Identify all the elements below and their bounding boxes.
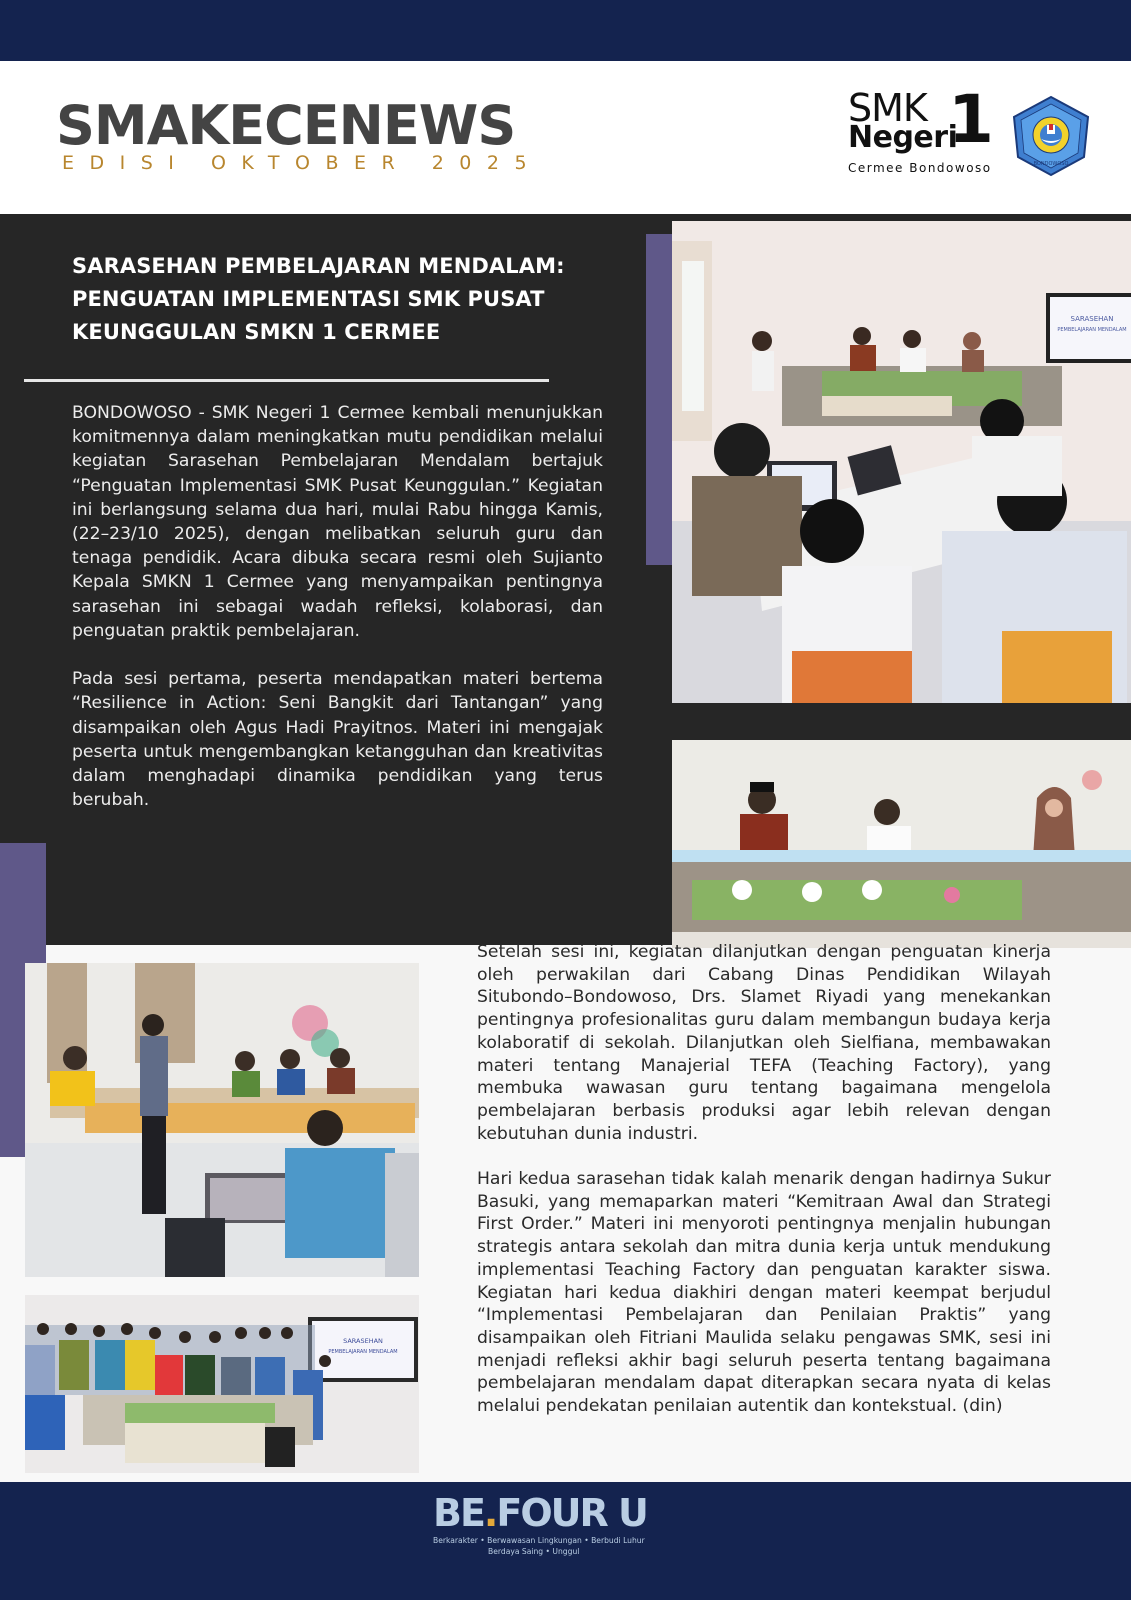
- footer-tagline: Berdaya Saing • Unggul: [488, 1547, 580, 1556]
- brand-be: BE: [433, 1491, 484, 1535]
- article-paragraph: Pada sesi pertama, peserta mendapatkan materi bertema “Resilience in Action: Seni Bangkit dari Tantangan” yang disampaikan oleh Agus Hadi Prayitnos. Materi ini mengajak peserta untuk mengembangkan ketangguhan dan kreativitas dalam menghadapi dinamika pendidikan yang terus berubah.: [72, 669, 603, 811]
- befouru-logo: [433, 1491, 647, 1535]
- svg-text:SARASEHAN: SARASEHAN: [1070, 315, 1114, 323]
- svg-text:PEMBELAJARAN MENDALAM: PEMBELAJARAN MENDALAM: [328, 1349, 398, 1355]
- logo-number: 1: [948, 81, 994, 158]
- svg-text:BONDOWOSO: BONDOWOSO: [1033, 161, 1069, 167]
- school-emblem-icon: [1010, 95, 1092, 177]
- photo-speaker-panel: [672, 740, 1131, 948]
- school-wordmark-logo: [848, 81, 998, 179]
- svg-text:SARASEHAN: SARASEHAN: [343, 1337, 383, 1345]
- masthead: [0, 61, 1131, 214]
- logo-smk-text: SMK: [848, 86, 927, 130]
- logo-negeri-text: Negeri: [848, 120, 958, 155]
- svg-text:PEMBELAJARAN MENDALAM: PEMBELAJARAN MENDALAM: [1057, 327, 1127, 333]
- photo-group: [25, 1295, 419, 1473]
- decorative-accent-block: [646, 234, 674, 565]
- headline-divider: [24, 379, 549, 382]
- footer-tagline: Berkarakter • Berwawasan Lingkungan • Berbudi Luhur: [433, 1536, 645, 1545]
- article-paragraph: BONDOWOSO - SMK Negeri 1 Cermee kembali menunjukkan komitmennya dalam meningkatkan mutu pendidikan melalui kegiatan Sarasehan Pembelajaran Mendalam bertajuk “Penguatan Implementasi SMK Pusat Keunggulan.” Kegiatan ini berlangsung selama dua hari, mulai Rabu hingga Kamis, (22–23/10 2025), dengan melibatkan seluruh guru dan tenaga pendidik. Acara dibuka secara resmi oleh Sujianto Kepala SMKN 1 Cermee yang menyampaikan pentingnya sarasehan ini sebagai wadah refleksi, kolaborasi, dan penguatan praktik pembelajaran.: [72, 403, 603, 641]
- article-paragraph: Hari kedua sarasehan tidak kalah menarik dengan hadirnya Sukur Basuki, yang memaparkan materi “Kemitraan Awal dan Strategi First Order.” Materi ini menyoroti pentingnya menjalin hubungan strategis antara sekolah dan mitra dunia kerja untuk mendukung implementasi Teaching Factory dan penguatan karakter siswa. Kegiatan hari kedua diakhiri dengan materi keempat berjudul “Implementasi Pembelajaran dan Penilaian Praktis” yang disampaikan oleh Fitriani Maulida selaku pengawas SMK, sesi ini menjadi refleksi akhir bagi seluruh peserta tentang bagaimana pembelajaran mendalam dapat diterapkan secara nyata di kelas melalui pendekatan penilaian autentik dan kontekstual. (din): [477, 1169, 1051, 1417]
- top-banner-bar: [0, 0, 1131, 61]
- logo-location: Cermee Bondowoso: [848, 161, 992, 175]
- article-headline: [72, 250, 632, 349]
- photo-workshop-room: [672, 221, 1131, 703]
- headline-line: PENGUATAN IMPLEMENTASI SMK PUSAT: [72, 287, 545, 311]
- brand-four: FOUR: [496, 1491, 607, 1535]
- edition-label: EDISI OKTOBER 2025: [62, 152, 543, 174]
- photo-presenter-class: [25, 963, 419, 1277]
- article-paragraph: Setelah sesi ini, kegiatan dilanjutkan dengan penguatan kinerja oleh perwakilan dari Cabang Dinas Pendidikan Wilayah Situbondo–Bondowoso, Drs. Slamet Riyadi yang menekankan pentingnya profesionalitas guru dalam membangun budaya kerja kolaboratif di sekolah. Dilanjutkan oleh Sielfiana, membawakan materi tentang Manajerial TEFA (Teaching Factory), yang membuka wawasan guru tentang bagaimana mengelola pembelajaran berbasis produksi agar lebih relevan dengan kebutuhan dunia industri.: [477, 942, 1051, 1144]
- headline-line: KEUNGGULAN SMKN 1 CERMEE: [72, 320, 441, 344]
- footer-banner: [0, 1482, 1131, 1600]
- article-body-left: [72, 401, 603, 837]
- brand-u: U: [617, 1491, 647, 1535]
- newsletter-title: SMAKECENEWS: [56, 94, 516, 157]
- headline-line: SARASEHAN PEMBELAJARAN MENDALAM:: [72, 254, 565, 278]
- article-body-right: [477, 941, 1051, 1440]
- brand-dot-icon: .: [483, 1491, 497, 1535]
